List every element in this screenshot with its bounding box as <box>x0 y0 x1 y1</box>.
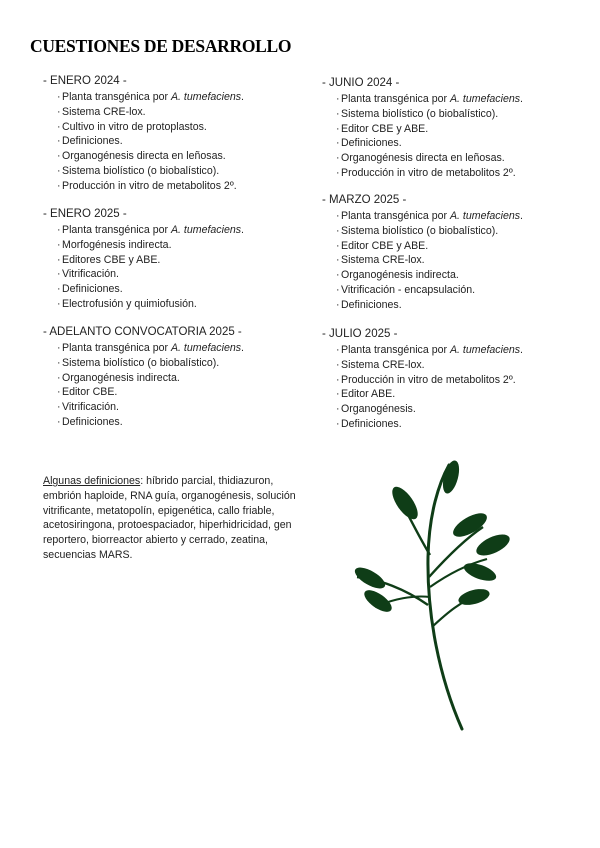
item-text: Editores CBE y ABE. <box>62 253 161 266</box>
bullet-icon: · <box>57 120 61 133</box>
bullet-icon: · <box>57 371 61 384</box>
item-text: Definiciones. <box>341 137 402 150</box>
species-name: A. tumefaciens <box>170 224 242 236</box>
bullet-icon: · <box>336 403 340 416</box>
bullet-icon: · <box>336 122 340 135</box>
question-item <box>57 356 244 371</box>
species-name: A. tumefaciens <box>449 210 521 222</box>
bullet-icon: · <box>336 210 340 222</box>
bullet-icon: · <box>336 298 340 311</box>
section-heading: - ADELANTO CONVOCATORIA 2025 - <box>43 326 242 338</box>
item-text: Planta transgénica por <box>341 93 450 105</box>
question-list <box>322 92 523 181</box>
bullet-icon: · <box>57 105 61 118</box>
item-text: Definiciones. <box>62 135 123 148</box>
item-text: Producción in vitro de metabolitos 2º. <box>341 166 516 179</box>
question-item <box>57 341 244 356</box>
item-text: Definiciones. <box>341 298 402 311</box>
section-adelanto-2025 <box>43 325 244 430</box>
bullet-icon: · <box>336 152 340 165</box>
question-list <box>43 90 244 194</box>
question-item <box>57 134 244 149</box>
question-item <box>336 239 523 254</box>
bullet-icon: · <box>336 107 340 120</box>
bullet-icon: · <box>57 342 61 354</box>
section-junio-2024 <box>322 76 523 181</box>
plant-branch-icon <box>335 455 515 740</box>
section-enero-2024 <box>43 74 244 194</box>
item-text: Morfogénesis indirecta. <box>62 238 172 251</box>
bullet-icon: · <box>336 358 340 371</box>
item-text: Editor CBE y ABE. <box>341 239 429 252</box>
definitions-paragraph <box>43 474 303 563</box>
species-name: A. tumefaciens <box>170 342 242 354</box>
species-name: A. tumefaciens <box>170 91 242 103</box>
species-name: A. tumefaciens <box>449 344 521 356</box>
item-text: Sistema CRE-lox. <box>341 254 425 267</box>
question-item <box>336 209 523 224</box>
bullet-icon: · <box>57 179 61 192</box>
bullet-icon: · <box>57 415 61 428</box>
item-text: Planta transgénica por <box>341 344 450 356</box>
bullet-icon: · <box>336 344 340 356</box>
question-item <box>336 224 523 239</box>
question-item <box>57 223 244 238</box>
item-text: Definiciones. <box>62 415 123 428</box>
definitions-label: Algunas definiciones <box>43 475 141 487</box>
item-text-suffix: . <box>520 210 523 222</box>
item-text-suffix: . <box>241 224 244 236</box>
bullet-icon: · <box>57 401 61 414</box>
question-item <box>57 282 244 297</box>
item-text: Editor ABE. <box>341 388 396 401</box>
item-text: Organogénesis. <box>341 403 416 416</box>
section-heading: - JULIO 2025 - <box>322 328 398 340</box>
question-item <box>57 90 244 105</box>
bullet-icon: · <box>336 224 340 237</box>
question-item <box>336 92 523 107</box>
question-list <box>322 343 523 432</box>
question-item <box>336 298 523 313</box>
bullet-icon: · <box>57 150 61 163</box>
question-item <box>336 136 523 151</box>
section-marzo-2025 <box>322 193 523 313</box>
page-title: CUESTIONES DE DESARROLLO <box>30 36 292 56</box>
bullet-icon: · <box>57 164 61 177</box>
item-text: Organogénesis directa en leñosas. <box>341 152 505 165</box>
bullet-icon: · <box>57 253 61 266</box>
species-name: A. tumefaciens <box>449 93 521 105</box>
item-text: Sistema CRE-lox. <box>62 105 146 118</box>
item-text-suffix: . <box>520 93 523 105</box>
bullet-icon: · <box>336 283 340 296</box>
item-text: Organogénesis indirecta. <box>341 269 459 282</box>
bullet-icon: · <box>336 417 340 430</box>
item-text: Vitrificación. <box>62 268 119 281</box>
item-text: Sistema biolístico (o biobalístico). <box>62 356 220 369</box>
item-text: Organogénesis indirecta. <box>62 371 180 384</box>
bullet-icon: · <box>57 224 61 236</box>
question-item <box>57 179 244 194</box>
section-heading: - ENERO 2024 - <box>43 75 127 87</box>
bullet-icon: · <box>336 166 340 179</box>
item-text: Planta transgénica por <box>62 224 171 236</box>
question-list <box>43 341 244 430</box>
question-item <box>336 122 523 137</box>
question-item <box>336 373 523 388</box>
bullet-icon: · <box>336 93 340 105</box>
question-item <box>336 417 523 432</box>
item-text: Electrofusión y quimiofusión. <box>62 297 197 310</box>
bullet-icon: · <box>57 268 61 281</box>
item-text: Sistema biolístico (o biobalístico). <box>341 224 499 237</box>
item-text-suffix: . <box>520 344 523 356</box>
item-text: Editor CBE. <box>62 386 118 399</box>
question-item <box>57 371 244 386</box>
question-item <box>57 238 244 253</box>
section-heading: - ENERO 2025 - <box>43 208 127 220</box>
bullet-icon: · <box>336 239 340 252</box>
question-list <box>43 223 244 312</box>
question-item <box>57 267 244 282</box>
bullet-icon: · <box>57 386 61 399</box>
section-heading: - JUNIO 2024 - <box>322 77 400 89</box>
question-item <box>57 164 244 179</box>
bullet-icon: · <box>57 91 61 103</box>
question-item <box>336 151 523 166</box>
bullet-icon: · <box>336 137 340 150</box>
question-item <box>57 253 244 268</box>
item-text: Editor CBE y ABE. <box>341 122 429 135</box>
item-text: Vitrificación. <box>62 401 119 414</box>
question-item <box>336 253 523 268</box>
section-julio-2025 <box>322 327 523 432</box>
bullet-icon: · <box>57 283 61 296</box>
item-text: Sistema CRE-lox. <box>341 358 425 371</box>
bullet-icon: · <box>57 238 61 251</box>
question-item <box>336 387 523 402</box>
question-item <box>336 107 523 122</box>
item-text: Sistema biolístico (o biobalístico). <box>341 107 499 120</box>
item-text: Planta transgénica por <box>62 342 171 354</box>
question-item <box>336 268 523 283</box>
definitions-text: : híbrido parcial, thidiazuron, embrión haploide, RNA guía, organogénesis, solución vitrificante, metatopolín, epigenética, callo friable, acetosiringona, protoespaciador, hiperhidricidad, gen reportero, biorreactor abierto y cerrado, zeatina, secuencias MARS. <box>43 475 296 561</box>
item-text-suffix: . <box>241 91 244 103</box>
question-item <box>57 297 244 312</box>
question-item <box>57 415 244 430</box>
bullet-icon: · <box>336 373 340 386</box>
section-heading: - MARZO 2025 - <box>322 194 407 206</box>
item-text: Definiciones. <box>341 417 402 430</box>
question-item <box>57 400 244 415</box>
section-enero-2025 <box>43 207 244 312</box>
item-text: Sistema biolístico (o biobalístico). <box>62 164 220 177</box>
question-item <box>57 105 244 120</box>
bullet-icon: · <box>57 297 61 310</box>
question-item <box>336 343 523 358</box>
bullet-icon: · <box>336 254 340 267</box>
question-item <box>336 166 523 181</box>
question-item <box>57 120 244 135</box>
bullet-icon: · <box>57 135 61 148</box>
item-text: Planta transgénica por <box>62 91 171 103</box>
question-item <box>57 385 244 400</box>
question-item <box>57 149 244 164</box>
bullet-icon: · <box>336 388 340 401</box>
question-item <box>336 358 523 373</box>
item-text: Producción in vitro de metabolitos 2º. <box>341 373 516 386</box>
question-item <box>336 402 523 417</box>
item-text: Producción in vitro de metabolitos 2º. <box>62 179 237 192</box>
question-item <box>336 283 523 298</box>
bullet-icon: · <box>57 356 61 369</box>
item-text-suffix: . <box>241 342 244 354</box>
item-text: Planta transgénica por <box>341 210 450 222</box>
item-text: Organogénesis directa en leñosas. <box>62 150 226 163</box>
item-text: Vitrificación - encapsulación. <box>341 283 476 296</box>
bullet-icon: · <box>336 269 340 282</box>
item-text: Definiciones. <box>62 283 123 296</box>
question-list <box>322 209 523 313</box>
item-text: Cultivo in vitro de protoplastos. <box>62 120 207 133</box>
